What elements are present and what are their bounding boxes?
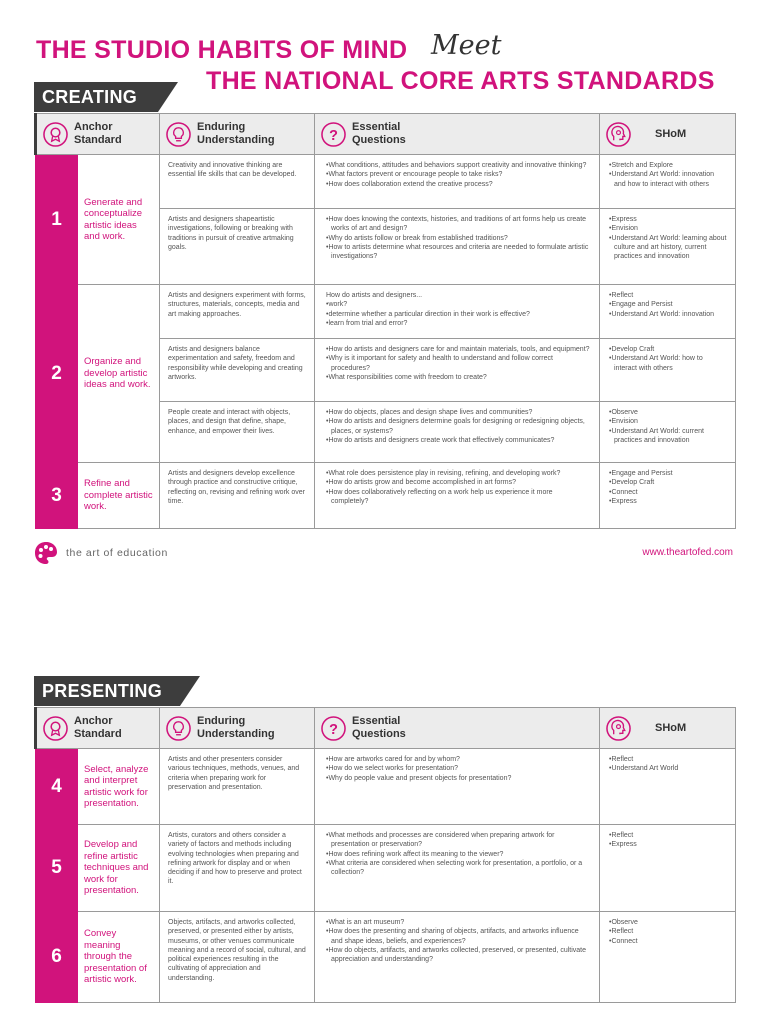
shom-item: • Stretch and Explore [608, 161, 727, 170]
shom-item: • Understand Art World: innovation and how to interact with others [608, 170, 727, 189]
question-item: • How do artists and designers determine goals for designing or redesigning objects, places, or systems? [325, 417, 591, 436]
svg-text:?: ? [329, 127, 338, 144]
question-item: • How do we select works for presentation? [325, 764, 591, 773]
shom-item: • Understand Art World: how to interact with others [608, 354, 727, 373]
question-item: • How do artists and designers create work that effectively communicates? [325, 436, 591, 445]
page-title-line2: THE NATIONAL CORE ARTS STANDARDS [206, 67, 715, 95]
standard-number: 6 [36, 912, 78, 1003]
question-item: • How to artists determine what resources and criteria are needed to formulate artistic investigations? [325, 243, 591, 262]
creating-header-row [36, 114, 736, 155]
col-header-essential-label: Essential Questions [352, 121, 406, 146]
question-intro: How do artists and designers... [326, 292, 423, 299]
col-header-essential [315, 708, 600, 749]
question-item: • How does knowing the contexts, histories, and traditions of art forms help us create works of art and design? [325, 215, 591, 234]
essential-questions-cell [315, 339, 600, 402]
enduring-understanding-cell: Artists, curators and others consider a variety of factors and methods including evolving technologies when preparing and refining artwork for display and or when deciding if and how to preserve and protect it. [160, 825, 315, 912]
question-item: • work? [325, 300, 591, 309]
creating-table [34, 113, 736, 529]
standard-number: 1 [36, 155, 78, 285]
question-item: • What is an art museum? [325, 918, 591, 927]
question-item: • How do objects, artifacts, and artworks collected, preserved, or presented, cultivate appreciation and understanding? [325, 946, 591, 965]
question-item: • What factors prevent or encourage people to take risks? [325, 170, 591, 179]
col-header-essential [315, 114, 600, 155]
footer-logo[interactable] [34, 540, 168, 566]
head-gear-icon [606, 716, 631, 741]
enduring-understanding-cell: Objects, artifacts, and artworks collected, preserved, or presented either by artists, museums, or other venues communicate meaning and a record of social, cultural, and political experiences resulting in the cultivating of appreciation and understanding. [160, 912, 315, 1003]
presenting-table [34, 707, 736, 1003]
page-title-line1: THE STUDIO HABITS OF MIND [36, 36, 408, 64]
shom-cell [600, 825, 736, 912]
svg-text:?: ? [329, 721, 338, 738]
shom-cell [600, 463, 736, 529]
question-item: • determine whether a particular direction in their work is effective? [325, 310, 591, 319]
question-mark-icon [321, 716, 346, 741]
shom-cell [600, 339, 736, 402]
essential-questions-cell [315, 463, 600, 529]
shom-item: • Reflect [608, 755, 727, 764]
col-header-anchor-label: Anchor Standard [74, 715, 122, 740]
shom-item: • Envision [608, 224, 727, 233]
col-header-shom [600, 708, 736, 749]
col-header-shom [600, 114, 736, 155]
question-item: • How does collaboratively reflecting on a work help us experience it more completely? [325, 488, 591, 507]
col-header-enduring-label: Enduring Understanding [197, 121, 275, 146]
question-item: • How does the presenting and sharing of objects, artifacts, and artworks influence and shape ideas, beliefs, and experiences? [325, 927, 591, 946]
col-header-enduring-label: Enduring Understanding [197, 715, 275, 740]
question-item: • What methods and processes are considered when preparing artwork for presentation or preservation? [325, 831, 591, 850]
anchor-standard-text: Organize and develop artistic ideas and work. [78, 285, 160, 463]
shom-item: • Engage and Persist [608, 300, 727, 309]
question-item: • How does collaboration extend the creative process? [325, 180, 591, 189]
enduring-understanding-cell: Artists and other presenters consider various techniques, methods, venues, and criteria when preparing work for preservation and presentation. [160, 749, 315, 825]
standard-number: 5 [36, 825, 78, 912]
col-header-anchor-label: Anchor Standard [74, 121, 122, 146]
shom-item: • Reflect [608, 291, 727, 300]
question-item: • What role does persistence play in revising, refining, and developing work? [325, 469, 591, 478]
question-item: • How do objects, places and design shape lives and communities? [325, 408, 591, 417]
table-row [36, 155, 736, 209]
enduring-understanding-cell: Creativity and innovative thinking are essential life skills that can be developed. [160, 155, 315, 209]
question-item: • What responsibilities come with freedom to create? [325, 373, 591, 382]
shom-cell [600, 209, 736, 285]
shom-item: • Develop Craft [608, 478, 727, 487]
shom-item: • Connect [608, 937, 727, 946]
meet-script-word: Meet [431, 30, 502, 61]
standard-number: 3 [36, 463, 78, 529]
anchor-standard-text: Convey meaning through the presentation of artistic work. [78, 912, 160, 1003]
ribbon-award-icon [43, 122, 68, 147]
standard-number: 4 [36, 749, 78, 825]
col-header-anchor [36, 708, 160, 749]
col-header-shom-label: SHoM [655, 127, 687, 140]
shom-item: • Express [608, 215, 727, 224]
col-header-enduring [160, 708, 315, 749]
question-item: • How are artworks cared for and by whom? [325, 755, 591, 764]
shom-item: • Express [608, 840, 727, 849]
section-tab-presenting: PRESENTING [34, 676, 180, 706]
presenting-header-row [36, 708, 736, 749]
table-row [36, 285, 736, 339]
question-item: • How do artists and designers care for and maintain materials, tools, and equipment? [325, 345, 591, 354]
head-gear-icon [606, 122, 631, 147]
question-item: • Why do artists follow or break from established traditions? [325, 234, 591, 243]
shom-item: • Understand Art World: innovation [608, 310, 727, 319]
shom-item: • Understand Art World: current practices and innovation [608, 427, 727, 446]
essential-questions-cell [315, 749, 600, 825]
shom-cell [600, 912, 736, 1003]
anchor-standard-text: Generate and conceptualize artistic ideas and work. [78, 155, 160, 285]
enduring-understanding-cell: Artists and designers experiment with forms, structures, materials, concepts, media and art making approaches. [160, 285, 315, 339]
essential-questions-cell [315, 155, 600, 209]
question-mark-icon [321, 122, 346, 147]
enduring-understanding-cell: Artists and designers balance experimentation and safety, freedom and responsibility while developing and creating artworks. [160, 339, 315, 402]
enduring-understanding-cell: Artists and designers develop excellence through practice and constructive critique, reflecting on, revising and refining work over time. [160, 463, 315, 529]
shom-item: • Express [608, 497, 727, 506]
shom-item: • Understand Art World: learning about culture and art history, current practices and innovation [608, 234, 727, 262]
shom-cell [600, 402, 736, 463]
shom-item: • Engage and Persist [608, 469, 727, 478]
shom-item: • Develop Craft [608, 345, 727, 354]
shom-item: • Reflect [608, 927, 727, 936]
essential-questions-cell [315, 402, 600, 463]
palette-logo-icon [34, 540, 58, 566]
enduring-understanding-cell: People create and interact with objects, places, and design that define, shape, enhance, and empower their lives. [160, 402, 315, 463]
essential-questions-cell [315, 209, 600, 285]
col-header-shom-label: SHoM [655, 721, 687, 734]
essential-questions-cell [315, 825, 600, 912]
footer-logo-text: the art of education [66, 547, 168, 559]
col-header-essential-label: Essential Questions [352, 715, 406, 740]
question-item: • learn from trial and error? [325, 319, 591, 328]
anchor-standard-text: Develop and refine artistic techniques and work for presentation. [78, 825, 160, 912]
standard-number: 2 [36, 285, 78, 463]
table-row [36, 463, 736, 529]
question-item: • Why is it important for safety and health to understand and follow correct procedures? [325, 354, 591, 373]
section-tab-creating: CREATING [34, 82, 158, 112]
shom-cell [600, 749, 736, 825]
anchor-standard-text: Select, analyze and interpret artistic work for presentation. [78, 749, 160, 825]
shom-item: • Observe [608, 918, 727, 927]
lightbulb-icon [166, 122, 191, 147]
question-item: • How do artists grow and become accomplished in art forms? [325, 478, 591, 487]
question-item: • Why do people value and present objects for presentation? [325, 774, 591, 783]
question-item: • What conditions, attitudes and behaviors support creativity and innovative thinking? [325, 161, 591, 170]
lightbulb-icon [166, 716, 191, 741]
essential-questions-cell [315, 912, 600, 1003]
ribbon-award-icon [43, 716, 68, 741]
question-item: • How does refining work affect its meaning to the viewer? [325, 850, 591, 859]
shom-item: • Connect [608, 488, 727, 497]
question-item: • What criteria are considered when selecting work for presentation, a portfolio, or a collection? [325, 859, 591, 878]
enduring-understanding-cell: Artists and designers shapeartistic investigations, following or breaking with traditions in pursuit of creative artmaking goals. [160, 209, 315, 285]
footer-url-link[interactable]: www.theartofed.com [642, 547, 733, 558]
table-row [36, 825, 736, 912]
shom-cell [600, 155, 736, 209]
essential-questions-cell [315, 285, 600, 339]
shom-item: • Observe [608, 408, 727, 417]
col-header-anchor [36, 114, 160, 155]
shom-item: • Reflect [608, 831, 727, 840]
col-header-enduring [160, 114, 315, 155]
shom-item: • Understand Art World [608, 764, 727, 773]
shom-cell [600, 285, 736, 339]
table-row [36, 912, 736, 1003]
shom-item: • Envision [608, 417, 727, 426]
table-row [36, 749, 736, 825]
anchor-standard-text: Refine and complete artistic work. [78, 463, 160, 529]
